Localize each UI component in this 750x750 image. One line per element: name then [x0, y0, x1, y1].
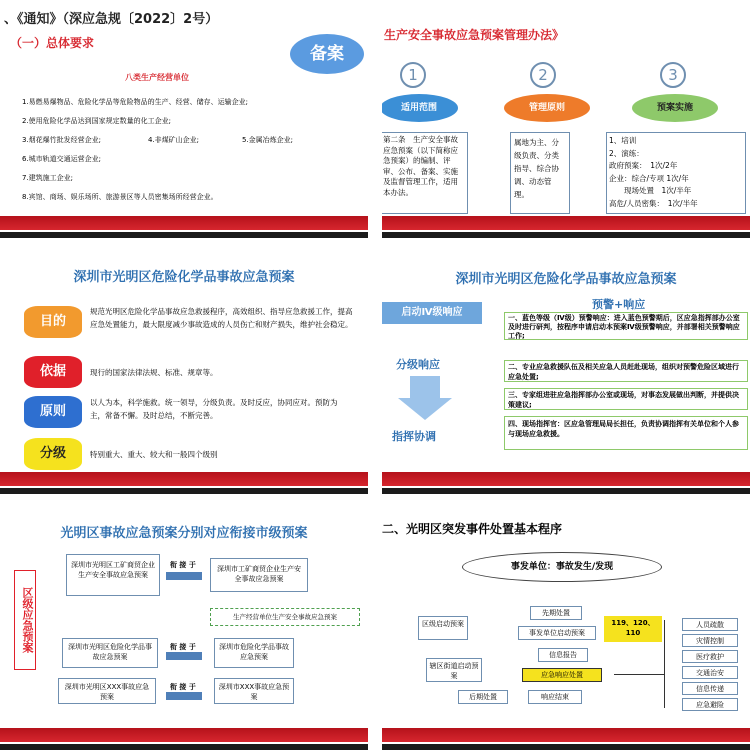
grade-text: 特别重大、重大、较大和一般四个级别	[90, 450, 218, 459]
implement-line: 1、培训	[609, 136, 637, 145]
list-item: 6.城市轨道交通运营企业;	[22, 155, 102, 163]
list-item: 1.易燃易爆物品、危险化学品等危险物品的生产、经营、储存、运输企业;	[22, 98, 249, 106]
number-icon: 3	[660, 62, 686, 88]
principle-label: 原则	[24, 396, 82, 428]
action-item: 灾情控制	[682, 634, 738, 647]
link-label: 衔 接 于	[170, 683, 196, 691]
list-item: 7.建筑施工企业;	[22, 174, 74, 182]
implement-line: 企业：综合/专项 1次/年	[609, 173, 689, 183]
action-item: 人员疏散	[682, 618, 738, 631]
badge-filing: 备案	[290, 34, 364, 74]
action-item: 医疗救护	[682, 650, 738, 663]
footer-bar	[0, 728, 368, 742]
arrow-shaft	[410, 376, 440, 398]
connector-line	[664, 620, 665, 708]
slide-notice	[0, 0, 368, 238]
district-plan-label: 区级应急预案	[14, 570, 36, 670]
list-item: 2.使用危险化学品达到国家规定数量的化工企业;	[22, 117, 172, 125]
footer-stripe	[382, 488, 750, 494]
scope-text: 第二条 生产安全事故应急预案（以下简称应急预案）的编制、评审、公布、备案、实施及监督管理工作，适用本办法。	[382, 132, 468, 214]
connector-line	[614, 674, 664, 675]
grade-label: 分级	[24, 438, 82, 470]
footer-stripe	[0, 488, 368, 494]
district-plan-box: 深圳市光明区危险化学品事故应急预案	[62, 638, 158, 668]
implement-line: 2、演练：	[609, 148, 644, 158]
slide-title: 深圳市光明区危险化学品事故应急预案	[455, 272, 677, 287]
slide-title: 深圳市光明区危险化学品事故应急预案	[73, 270, 295, 285]
slide-plan-linkage	[0, 512, 368, 750]
emergency-numbers: 119、120、110	[604, 616, 662, 642]
list-item: 8.宾馆、商场、娱乐场所、旅游景区等人员密集场所经营企业。	[22, 193, 218, 201]
list-item: 4.非煤矿山企业;	[148, 136, 200, 144]
heading: 八类生产经营单位	[125, 73, 189, 82]
response-handling: 应急响应处置	[522, 668, 602, 682]
slide-response	[382, 256, 750, 494]
implement-line: 现场处置 1次/半年	[609, 186, 692, 195]
section-subtitle: （一）总体要求	[10, 36, 95, 50]
city-plan-box: 深圳市危险化学品事故应急预案	[214, 638, 294, 668]
enterprise-plan-box: 生产经营单位生产安全事故应急预案	[210, 608, 360, 626]
link-label: 衔 接 于	[170, 561, 196, 569]
principle-text: 以人为本，科学施救。统一领导，分级负责。及时反应，协同应对。预防为主，常备不懈。及时总结，不断完善。	[90, 398, 338, 420]
district-plan-box: 深圳市光明区工矿商贸企业生产安全事故应急预案	[66, 554, 160, 596]
city-plan-box: 深圳市XXX事故应急预案	[214, 678, 294, 704]
slide-hazchem-plan	[0, 256, 368, 494]
slide-management-measures	[382, 0, 750, 238]
action-item: 信息传递	[682, 682, 738, 695]
down-arrow-icon	[398, 398, 452, 420]
purpose-label: 目的	[24, 306, 82, 338]
slide-title: 光明区事故应急预案分别对应衔接市级预案	[60, 526, 308, 541]
action-item: 应急避险	[682, 698, 738, 711]
implement-label: 预案实施	[632, 94, 718, 122]
footer-bar	[382, 472, 750, 486]
basis-text: 现行的国家法律法规、标准、规章等。	[90, 368, 218, 377]
footer-stripe	[382, 744, 750, 750]
implement-line: 高危/人员密集： 1次/半年	[609, 198, 698, 208]
number-icon: 1	[400, 62, 426, 88]
response-item: 三、专家组进驻应急指挥部办公室或现场，对事态发展做出判断，并提供决策建议;	[504, 388, 748, 410]
action-item: 交通治安	[682, 666, 738, 679]
command-coordination: 指挥协调	[392, 430, 436, 443]
street-plan: 辖区街道启动预案	[426, 658, 482, 682]
number-icon: 2	[530, 62, 556, 88]
implement-box	[606, 132, 746, 214]
initial-response: 先期处置	[530, 606, 582, 620]
slide-title: 二、光明区突发事件处置基本程序	[382, 522, 563, 536]
unit-plan: 事发单位启动预案	[518, 626, 596, 640]
purpose-text: 规范光明区危险化学品事故应急救援程序，高效组织、指导应急救援工作，提高应急处置能力，最大限度减少事故造成的人员伤亡和财产损失，维护社会稳定。	[90, 307, 353, 329]
response-item: 一、蓝色等级（Ⅳ级）预警响应：进入蓝色预警期后，区应急指挥部办公室及时进行研判，按程序申请启动本预案Ⅳ级预警响应，并部署相关预警响应工作;	[504, 312, 748, 340]
district-plan-box: 深圳市光明区XXX事故应急预案	[58, 678, 156, 704]
slide-title: 、《通知》（深应急规〔2022〕2号）	[4, 12, 219, 27]
district-plan: 区级启动预案	[418, 616, 468, 640]
slide-title: 生产安全事故应急预案管理办法》	[384, 28, 565, 42]
footer-bar	[0, 472, 368, 486]
response-item: 四、现场指挥官：区应急管理局局长担任，负责协调指挥有关单位和个人参与现场应急救援。	[504, 416, 748, 450]
response-item: 二、专业应急救援队伍及相关应急人员赶赴现场，组织对预警危险区域进行应急处置;	[504, 360, 748, 382]
info-report: 信息报告	[538, 648, 588, 662]
aftermath: 后期处置	[458, 690, 508, 704]
basis-label: 依据	[24, 356, 82, 388]
incident-start: 事发单位：事故发生/发现	[462, 552, 662, 582]
footer-stripe	[382, 232, 750, 238]
footer-stripe	[0, 744, 368, 750]
list-item: 5.金属冶炼企业;	[242, 136, 294, 144]
list-item: 3.烟花爆竹批发经营企业;	[22, 136, 102, 144]
footer-stripe	[0, 232, 368, 238]
implement-line: 政府预案： 1次/2年	[609, 161, 678, 170]
link-label: 衔 接 于	[170, 643, 196, 651]
footer-bar	[382, 728, 750, 742]
warning-response-heading: 预警+响应	[592, 298, 646, 311]
right-arrow-icon	[166, 692, 202, 700]
footer-bar	[382, 216, 750, 230]
city-plan-box: 深圳市工矿商贸企业生产安全事故应急预案	[210, 558, 308, 592]
principle-text: 属地为主、分级负责、分类指导、综合协调、动态管理。	[510, 132, 570, 214]
level4-response: 启动Ⅳ级响应	[382, 302, 482, 324]
right-arrow-icon	[166, 572, 202, 580]
scope-label: 适用范围	[382, 94, 458, 122]
footer-bar	[0, 216, 368, 230]
response-end: 响应结束	[528, 690, 582, 704]
slide-procedure	[382, 512, 750, 750]
graded-response: 分级响应	[396, 358, 440, 371]
principle-label: 管理原则	[504, 94, 590, 122]
right-arrow-icon	[166, 652, 202, 660]
